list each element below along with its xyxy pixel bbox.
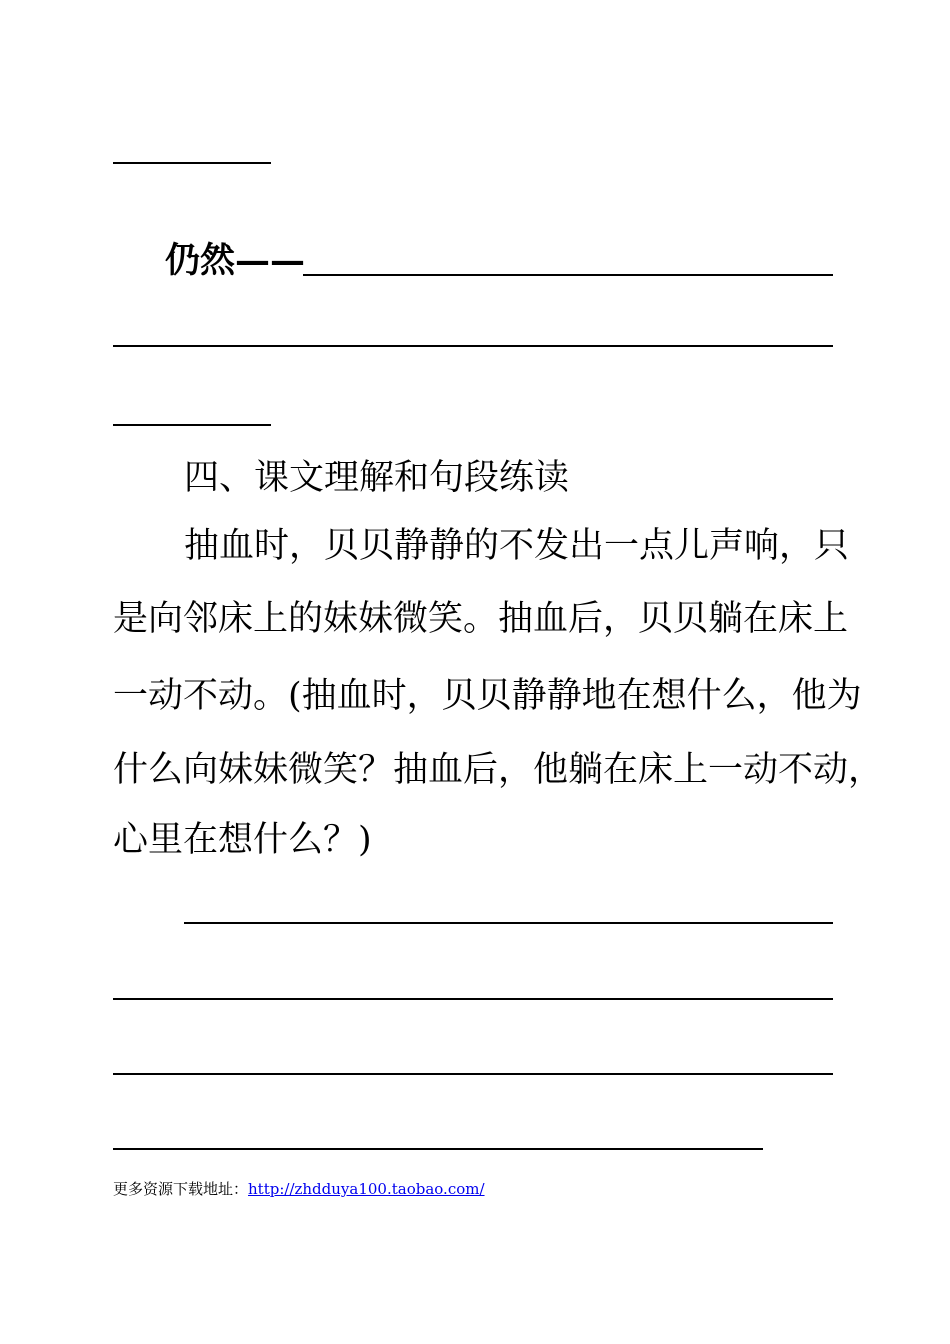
answer-line[interactable] — [113, 998, 833, 1000]
passage-line: 心里在想什么？) — [113, 820, 372, 860]
answer-line[interactable] — [184, 922, 833, 924]
passage-line: 什么向妹妹微笑？抽血后，他躺在床上一动不动， — [113, 750, 884, 790]
section-heading: 四、课文理解和句段练读 — [184, 458, 570, 498]
answer-line[interactable] — [113, 1148, 763, 1150]
prompt-word: 仍然—— — [165, 240, 306, 281]
answer-line — [113, 162, 271, 164]
answer-line[interactable] — [113, 345, 833, 347]
answer-line[interactable] — [113, 1073, 833, 1075]
passage-line: 一动不动。(抽血时，贝贝静静地在想什么，他为 — [113, 676, 862, 716]
answer-line[interactable] — [303, 274, 833, 276]
passage-line: 是向邻床上的妹妹微笑。抽血后，贝贝躺在床上 — [113, 599, 849, 639]
footer-label: 更多资源下载地址： — [113, 1180, 249, 1198]
footer — [113, 1178, 485, 1200]
footer-link[interactable]: http://zhdduya100.taobao.com/ — [248, 1180, 485, 1198]
passage-line: 抽血时，贝贝静静的不发出一点儿声响，只 — [184, 526, 850, 566]
answer-line[interactable] — [113, 424, 271, 426]
